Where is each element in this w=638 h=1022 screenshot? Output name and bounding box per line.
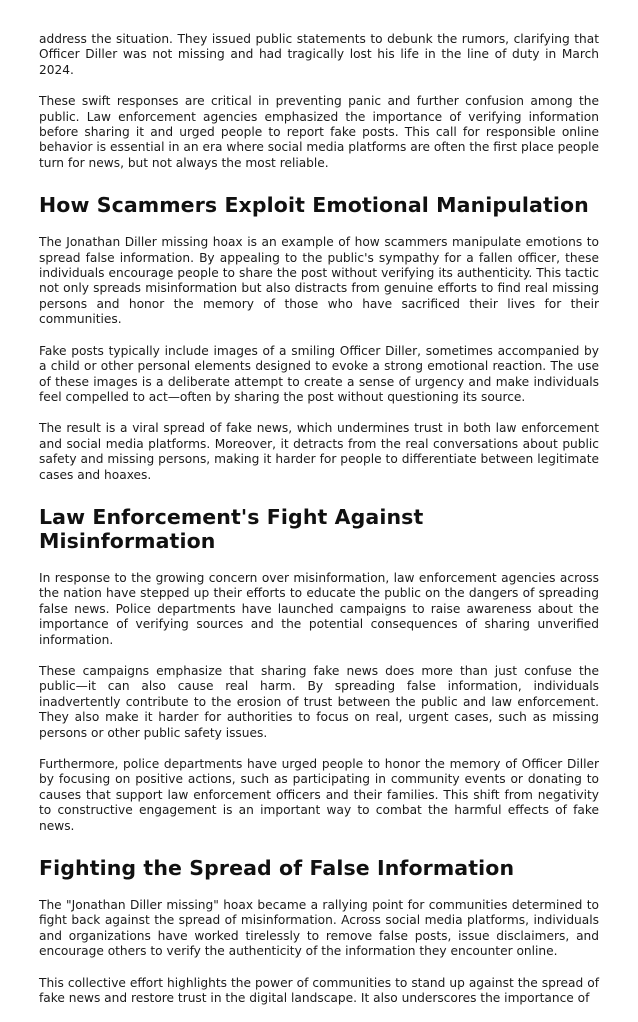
section-paragraph: This collective effort highlights the power of communities to stand up against the spread of fake news and restore trust in the digital landscape. It also underscores the importance of (39, 975, 599, 1006)
section-heading: Fighting the Spread of False Information (39, 856, 515, 881)
section-paragraph: In response to the growing concern over misinformation, law enforcement agencies across the nation have stepped up their efforts to educate the public on the dangers of spreading false news. Police departments have launched campaigns to raise awareness about the importance of verifying sources and the potential consequences of sharing unverified information. (39, 570, 599, 647)
section-paragraph: The result is a viral spread of fake news, which undermines trust in both law enforcement and social media platforms. Moreover, it detracts from the real conversations about public safety and missing persons, making it harder for people to differentiate between legitimate cases and hoaxes. (39, 421, 599, 482)
section-law-enforcement (39, 505, 599, 834)
section-paragraph: Fake posts typically include images of a smiling Officer Diller, sometimes accompanied by a child or other personal elements designed to evoke a strong emotional reaction. The use of these images is a deliberate attempt to create a sense of urgency and make individuals feel compelled to act—often by sharing the post without questioning its source. (39, 343, 599, 404)
section-paragraph: The "Jonathan Diller missing" hoax became a rallying point for communities determined to fight back against the spread of misinformation. Across social media platforms, individuals and organizations have worked tirelessly to remove false posts, issue disclaimers, and encourage others to verify the authenticity of the information they encounter online. (39, 898, 599, 959)
intro-paragraph-2: These swift responses are critical in preventing panic and further confusion among the public. Law enforcement agencies emphasized the importance of verifying information before sharing it and urged people to report fake posts. This call for responsible online behavior is essential in an era where social media platforms are often the first place people turn for news, but not always the most reliable. (39, 94, 599, 170)
section-fighting-false-information (39, 856, 599, 1006)
section-emotional-manipulation (39, 193, 599, 483)
intro-section (39, 32, 599, 171)
section-paragraph: The Jonathan Diller missing hoax is an example of how scammers manipulate emotions to spread false information. By appealing to the public's sympathy for a fallen officer, these individuals encourage people to share the post without verifying its authenticity. This tactic not only spreads misinformation but also distracts from genuine efforts to find real missing persons and honor the memory of those who have sacrificed their lives for their communities. (39, 235, 599, 327)
intro-paragraph-1: address the situation. They issued public statements to debunk the rumors, clarifying that Officer Diller was not missing and had tragically lost his life in the line of duty in March 2024. (39, 32, 599, 77)
article-body (39, 32, 599, 1022)
section-heading: How Scammers Exploit Emotional Manipulation (39, 193, 589, 218)
section-paragraph: These campaigns emphasize that sharing fake news does more than just confuse the public—it can also cause real harm. By spreading false information, individuals inadvertently contribute to the erosion of trust between the public and law enforcement. They also make it harder for authorities to focus on real, urgent cases, such as missing persons or other public safety issues. (39, 663, 599, 740)
section-heading: Law Enforcement's Fight Against Misinformation (39, 504, 424, 553)
section-paragraph: Furthermore, police departments have urged people to honor the memory of Officer Diller by focusing on positive actions, such as participating in community events or donating to causes that support law enforcement officers and their families. This shift from negativity to constructive engagement is an important way to combat the harmful effects of fake news. (39, 757, 599, 833)
